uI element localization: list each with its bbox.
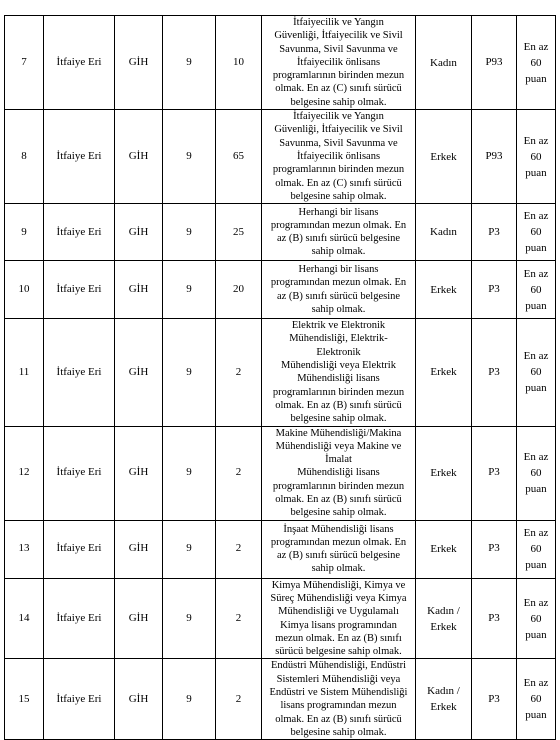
table-row <box>5 520 556 578</box>
degree-cell: 9 <box>163 659 216 740</box>
gender-cell <box>416 16 472 110</box>
min-score-cell-line: En az <box>523 40 549 53</box>
quota-cell: 2 <box>216 426 262 520</box>
position-title-cell: İtfaiye Eri <box>44 204 115 261</box>
class-cell: GİH <box>115 578 163 659</box>
row-number-cell: 7 <box>5 16 44 110</box>
quota-cell: 20 <box>216 261 262 319</box>
kpss-type-cell: P3 <box>472 578 517 659</box>
class-cell: GİH <box>115 16 163 110</box>
min-score-cell-line: puan <box>525 628 547 641</box>
gender-cell <box>416 578 472 659</box>
requirements-cell-line: programından mezun olmak. En <box>270 219 407 231</box>
position-title-cell: İtfaiye Eri <box>44 520 115 578</box>
requirements-cell <box>262 261 416 319</box>
requirements-cell-line: Herhangi bir lisans <box>298 206 379 218</box>
table-row <box>5 261 556 319</box>
requirements-cell-line: programlarının birinden mezun <box>272 70 405 82</box>
min-score-cell-line: 60 <box>530 150 542 163</box>
min-score-cell-line: puan <box>525 559 547 572</box>
requirements-cell-line: az (B) sınıfı sürücü belgesine <box>276 290 401 302</box>
min-score-cell-line: puan <box>525 166 547 179</box>
requirements-cell-line: belgesine sahip olmak. <box>290 507 387 519</box>
min-score-cell-line: 60 <box>530 56 542 69</box>
min-score-cell-line: 60 <box>530 366 542 379</box>
requirements-cell-line: olmak. En az (C) sınıfı sürücü <box>275 177 402 189</box>
requirements-cell-line: belgesine sahip olmak. <box>290 190 387 202</box>
requirements-cell-line: Mühendisliği lisans <box>297 467 380 479</box>
min-score-cell <box>517 426 556 520</box>
quota-cell: 2 <box>216 319 262 426</box>
degree-cell: 9 <box>163 204 216 261</box>
min-score-cell-line: En az <box>523 451 549 464</box>
degree-cell: 9 <box>163 520 216 578</box>
requirements-cell-line: İtfaiyecilik ve Yangın <box>293 111 384 123</box>
table-row <box>5 578 556 659</box>
min-score-cell-line: 60 <box>530 467 542 480</box>
requirements-cell-line: programından mezun olmak. En <box>270 536 407 548</box>
requirements-cell-line: olmak. En az (B) sınıfı sürücü <box>275 713 402 725</box>
requirements-cell-line: Süreç Mühendisliği veya Kimya <box>270 592 407 604</box>
gender-cell-line: Erkek <box>430 701 457 714</box>
min-score-cell-line: En az <box>523 677 549 690</box>
requirements-cell <box>262 319 416 426</box>
min-score-cell <box>517 204 556 261</box>
degree-cell: 9 <box>163 319 216 426</box>
position-title-cell: İtfaiye Eri <box>44 110 115 204</box>
requirements-cell-line: Güvenliği, İtfaiyecilik ve Sivil <box>274 30 403 42</box>
requirements-cell-line: sahip olmak. <box>311 563 366 575</box>
min-score-cell-line: En az <box>523 596 549 609</box>
min-score-cell <box>517 659 556 740</box>
min-score-cell <box>517 110 556 204</box>
gender-cell <box>416 261 472 319</box>
gender-cell <box>416 319 472 426</box>
requirements-cell <box>262 659 416 740</box>
requirements-cell-line: Kimya lisans programından <box>280 619 397 631</box>
gender-cell-line: Kadın <box>430 56 457 69</box>
kpss-type-cell: P3 <box>472 659 517 740</box>
table-body <box>5 16 556 740</box>
degree-cell: 9 <box>163 110 216 204</box>
gender-cell <box>416 659 472 740</box>
requirements-cell-line: programlarının birinden mezun <box>272 386 405 398</box>
min-score-cell <box>517 261 556 319</box>
requirements-cell <box>262 110 416 204</box>
table-row <box>5 659 556 740</box>
requirements-cell-line: Mühendisliği, Elektrik- <box>289 333 388 345</box>
table-row <box>5 110 556 204</box>
min-score-cell-line: puan <box>525 483 547 496</box>
table-row <box>5 204 556 261</box>
requirements-cell-line: mezun olmak. En az (B) sınıfı <box>275 632 402 644</box>
class-cell: GİH <box>115 659 163 740</box>
kpss-type-cell: P93 <box>472 16 517 110</box>
min-score-cell <box>517 319 556 426</box>
requirements-cell-line: Makine Mühendisliği/Makina <box>275 427 402 439</box>
class-cell: GİH <box>115 204 163 261</box>
row-number-cell: 15 <box>5 659 44 740</box>
requirements-cell-line: Endüstri Mühendisliği, Endüstri <box>270 660 407 672</box>
requirements-cell <box>262 204 416 261</box>
min-score-cell-line: puan <box>525 242 547 255</box>
class-cell: GİH <box>115 520 163 578</box>
table-row <box>5 16 556 110</box>
min-score-cell-line: puan <box>525 382 547 395</box>
requirements-cell-line: programından mezun olmak. En <box>270 277 407 289</box>
table-row <box>5 426 556 520</box>
quota-cell: 2 <box>216 659 262 740</box>
min-score-cell-line: En az <box>523 267 549 280</box>
min-score-cell-line: 60 <box>530 693 542 706</box>
requirements-cell-line: Elektronik <box>316 346 361 358</box>
requirements-cell-line: Endüstri ve Sistem Mühendisliği <box>269 686 408 698</box>
min-score-cell-line: 60 <box>530 612 542 625</box>
quota-cell: 2 <box>216 578 262 659</box>
requirements-cell <box>262 426 416 520</box>
position-title-cell: İtfaiye Eri <box>44 426 115 520</box>
gender-cell <box>416 110 472 204</box>
min-score-cell-line: En az <box>523 210 549 223</box>
gender-cell-line: Erkek <box>430 620 457 633</box>
degree-cell: 9 <box>163 261 216 319</box>
min-score-cell-line: En az <box>523 527 549 540</box>
requirements-cell-line: Elektrik ve Elektronik <box>291 320 386 332</box>
gender-cell-line: Erkek <box>430 150 457 163</box>
requirements-cell-line: olmak. En az (B) sınıfı sürücü <box>275 494 402 506</box>
requirements-cell-line: sahip olmak. <box>311 246 366 258</box>
requirements-cell-line: İmalat <box>325 454 352 466</box>
requirements-cell-line: belgesine sahip olmak. <box>290 96 387 108</box>
requirements-cell-line: Mühendisliği ve Uygulamalı <box>278 606 399 618</box>
requirements-cell-line: Savunma, Sivil Savunma ve <box>279 137 398 149</box>
position-title-cell: İtfaiye Eri <box>44 578 115 659</box>
requirements-cell-line: Sistemleri Mühendisliği veya <box>276 673 401 685</box>
table-row <box>5 319 556 426</box>
requirements-cell-line: İnşaat Mühendisliği lisans <box>283 523 394 535</box>
requirements-cell-line: Mühendisliği veya Elektrik <box>281 360 396 372</box>
kpss-type-cell: P3 <box>472 204 517 261</box>
class-cell: GİH <box>115 426 163 520</box>
min-score-cell-line: 60 <box>530 226 542 239</box>
gender-cell <box>416 426 472 520</box>
gender-cell-line: Kadın / <box>427 604 460 617</box>
requirements-cell-line: programlarının birinden mezun <box>272 480 405 492</box>
requirements-cell-line: belgesine sahip olmak. <box>290 413 387 425</box>
gender-cell-line: Erkek <box>430 283 457 296</box>
requirements-cell-line: belgesine sahip olmak. <box>290 726 387 738</box>
row-number-cell: 14 <box>5 578 44 659</box>
kpss-type-cell: P3 <box>472 520 517 578</box>
requirements-cell-line: Kimya Mühendisliği, Kimya ve <box>271 579 406 591</box>
position-title-cell: İtfaiye Eri <box>44 261 115 319</box>
quota-cell: 25 <box>216 204 262 261</box>
degree-cell: 9 <box>163 426 216 520</box>
min-score-cell-line: 60 <box>530 543 542 556</box>
gender-cell-line: Erkek <box>430 366 457 379</box>
kpss-type-cell: P3 <box>472 261 517 319</box>
positions-table <box>4 15 556 740</box>
gender-cell <box>416 204 472 261</box>
gender-cell-line: Kadın <box>430 226 457 239</box>
quota-cell: 2 <box>216 520 262 578</box>
row-number-cell: 10 <box>5 261 44 319</box>
degree-cell: 9 <box>163 16 216 110</box>
requirements-cell <box>262 578 416 659</box>
row-number-cell: 13 <box>5 520 44 578</box>
row-number-cell: 8 <box>5 110 44 204</box>
gender-cell-line: Kadın / <box>427 685 460 698</box>
requirements-cell-line: programlarının birinden mezun <box>272 164 405 176</box>
min-score-cell-line: puan <box>525 72 547 85</box>
kpss-type-cell: P3 <box>472 319 517 426</box>
requirements-cell-line: İtfaiyecilik önlisans <box>296 150 381 162</box>
min-score-cell-line: En az <box>523 134 549 147</box>
min-score-cell <box>517 578 556 659</box>
min-score-cell <box>517 520 556 578</box>
class-cell: GİH <box>115 319 163 426</box>
requirements-cell-line: İtfaiyecilik önlisans <box>296 56 381 68</box>
quota-cell: 65 <box>216 110 262 204</box>
requirements-cell-line: Savunma, Sivil Savunma ve <box>279 43 398 55</box>
requirements-cell <box>262 520 416 578</box>
position-title-cell: İtfaiye Eri <box>44 659 115 740</box>
requirements-cell <box>262 16 416 110</box>
class-cell: GİH <box>115 110 163 204</box>
requirements-cell-line: sürücü belgesine sahip olmak. <box>275 646 402 658</box>
requirements-cell-line: Mühendisliği veya Makine ve <box>275 440 402 452</box>
requirements-cell-line: Güvenliği, İtfaiyecilik ve Sivil <box>274 124 403 136</box>
gender-cell <box>416 520 472 578</box>
requirements-cell-line: az (B) sınıfı sürücü belgesine <box>276 550 401 562</box>
position-title-cell: İtfaiye Eri <box>44 16 115 110</box>
degree-cell: 9 <box>163 578 216 659</box>
row-number-cell: 11 <box>5 319 44 426</box>
min-score-cell <box>517 16 556 110</box>
class-cell: GİH <box>115 261 163 319</box>
row-number-cell: 12 <box>5 426 44 520</box>
requirements-cell-line: sahip olmak. <box>311 303 366 315</box>
requirements-cell-line: İtfaiyecilik ve Yangın <box>293 17 384 28</box>
requirements-cell-line: az (B) sınıfı sürücü belgesine <box>276 233 401 245</box>
requirements-cell-line: Herhangi bir lisans <box>298 264 379 276</box>
kpss-type-cell: P3 <box>472 426 517 520</box>
requirements-cell-line: olmak. En az (B) sınıfı sürücü <box>275 399 402 411</box>
min-score-cell-line: puan <box>525 709 547 722</box>
quota-cell: 10 <box>216 16 262 110</box>
gender-cell-line: Erkek <box>430 543 457 556</box>
kpss-type-cell: P93 <box>472 110 517 204</box>
min-score-cell-line: puan <box>525 299 547 312</box>
gender-cell-line: Erkek <box>430 467 457 480</box>
requirements-cell-line: Mühendisliği lisans <box>297 373 380 385</box>
min-score-cell-line: En az <box>523 350 549 363</box>
requirements-cell-line: olmak. En az (C) sınıfı sürücü <box>275 83 402 95</box>
min-score-cell-line: 60 <box>530 283 542 296</box>
requirements-cell-line: lisans programından mezun <box>280 700 397 712</box>
position-title-cell: İtfaiye Eri <box>44 319 115 426</box>
row-number-cell: 9 <box>5 204 44 261</box>
